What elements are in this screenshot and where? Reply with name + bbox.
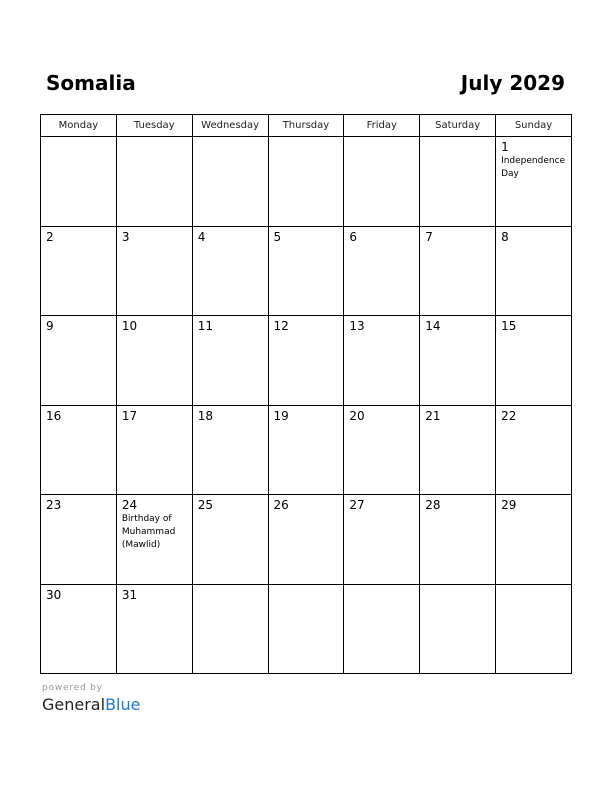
- calendar-day-cell: [116, 584, 192, 674]
- calendar-day-cell: [496, 405, 572, 495]
- calendar-empty-cell: [192, 137, 268, 227]
- calendar-day-cell: [116, 495, 192, 585]
- footer-branding: [42, 682, 140, 715]
- calendar-day-cell: [41, 495, 117, 585]
- day-number: 22: [501, 408, 517, 423]
- day-number: 5: [273, 229, 282, 244]
- calendar-day-cell: [420, 316, 496, 406]
- calendar-day-cell: [116, 226, 192, 316]
- weekday-header-thursday: Thursday: [268, 115, 344, 137]
- calendar-day-cell: [192, 405, 268, 495]
- day-number: 2: [46, 229, 54, 244]
- weekday-header-sunday: Sunday: [496, 115, 572, 137]
- day-number: 7: [425, 229, 433, 244]
- weekday-header-tuesday: Tuesday: [116, 115, 192, 137]
- day-number: 6: [349, 229, 358, 244]
- day-number: 12: [273, 319, 289, 333]
- calendar-day-cell: [420, 226, 496, 316]
- calendar-day-cell: [496, 226, 572, 316]
- calendar-day-cell: [41, 316, 117, 406]
- day-number: 15: [501, 319, 517, 333]
- calendar-day-cell: [344, 405, 420, 495]
- calendar-empty-cell: [268, 137, 344, 227]
- calendar-week-row: [41, 226, 572, 316]
- calendar-day-cell: [192, 316, 268, 406]
- calendar-day-cell: [41, 405, 117, 495]
- calendar-day-cell: [268, 226, 344, 316]
- month-year-title: July 2029: [460, 71, 565, 95]
- calendar-day-cell: [344, 495, 420, 585]
- calendar-day-cell: [192, 495, 268, 585]
- calendar-empty-cell: [344, 584, 420, 674]
- weekday-header-wednesday: Wednesday: [192, 115, 268, 137]
- calendar-empty-cell: [192, 584, 268, 674]
- day-number: 23: [46, 498, 62, 512]
- calendar-day-cell: [192, 226, 268, 316]
- calendar-day-cell: [420, 405, 496, 495]
- calendar-day-cell: [41, 226, 117, 316]
- powered-by-text: powered by: [42, 683, 103, 693]
- day-number: 31: [121, 587, 138, 602]
- calendar-empty-cell: [41, 137, 117, 227]
- calendar-day-cell: [116, 316, 192, 406]
- weekday-header-saturday: Saturday: [420, 115, 496, 137]
- day-number: 14: [425, 319, 441, 333]
- day-number: 17: [121, 408, 138, 423]
- calendar-empty-cell: [344, 137, 420, 227]
- day-number: 21: [425, 408, 441, 423]
- brand-blue-text: Blue: [105, 695, 141, 714]
- calendar-day-cell: [496, 137, 572, 227]
- weekday-header-friday: Friday: [344, 115, 420, 137]
- calendar-day-cell: [344, 316, 420, 406]
- day-number: 26: [273, 498, 289, 512]
- calendar-day-cell: [41, 584, 117, 674]
- weekday-header-monday: Monday: [41, 115, 117, 137]
- country-title: Somalia: [46, 71, 136, 95]
- holiday-label: Independence Day: [501, 156, 566, 179]
- calendar-day-cell: [268, 405, 344, 495]
- day-number: 20: [349, 408, 365, 423]
- day-number: 13: [349, 319, 365, 333]
- day-number: 4: [197, 229, 206, 244]
- day-number: 27: [349, 498, 365, 512]
- day-number: 30: [46, 587, 62, 602]
- day-number: 3: [121, 229, 130, 244]
- calendar-empty-cell: [496, 584, 572, 674]
- calendar-day-cell: [268, 316, 344, 406]
- calendar-day-cell: [344, 226, 420, 316]
- brand-general-text: General: [42, 695, 106, 714]
- calendar-week-row: [41, 495, 572, 585]
- day-number: 10: [121, 319, 138, 333]
- calendar-week-row: [41, 405, 572, 495]
- calendar-day-cell: [496, 495, 572, 585]
- day-number: 28: [425, 498, 441, 512]
- day-number: 8: [501, 229, 509, 244]
- brand-logo[interactable]: [42, 695, 140, 715]
- day-number: 1: [501, 140, 509, 154]
- day-number: 11: [197, 319, 213, 333]
- calendar-week-row: [41, 584, 572, 674]
- calendar-day-cell: [496, 316, 572, 406]
- calendar-week-row: [41, 316, 572, 406]
- calendar-day-cell: [268, 495, 344, 585]
- calendar-empty-cell: [420, 137, 496, 227]
- day-number: 19: [273, 408, 289, 423]
- calendar-empty-cell: [268, 584, 344, 674]
- day-number: 24: [121, 498, 138, 512]
- day-number: 9: [46, 319, 54, 333]
- day-number: 29: [501, 498, 517, 512]
- calendar-day-cell: [116, 405, 192, 495]
- day-number: 25: [197, 498, 213, 512]
- calendar-day-cell: [420, 495, 496, 585]
- calendar-body: [41, 137, 572, 674]
- day-number: 18: [197, 408, 213, 423]
- calendar-empty-cell: [116, 137, 192, 227]
- calendar-empty-cell: [420, 584, 496, 674]
- day-number: 16: [46, 408, 62, 423]
- calendar-week-row: [41, 137, 572, 227]
- weekday-header-row: [41, 115, 572, 137]
- holiday-label: Birthday of Muhammad (Mawlid): [121, 514, 176, 550]
- calendar-grid: [40, 114, 572, 674]
